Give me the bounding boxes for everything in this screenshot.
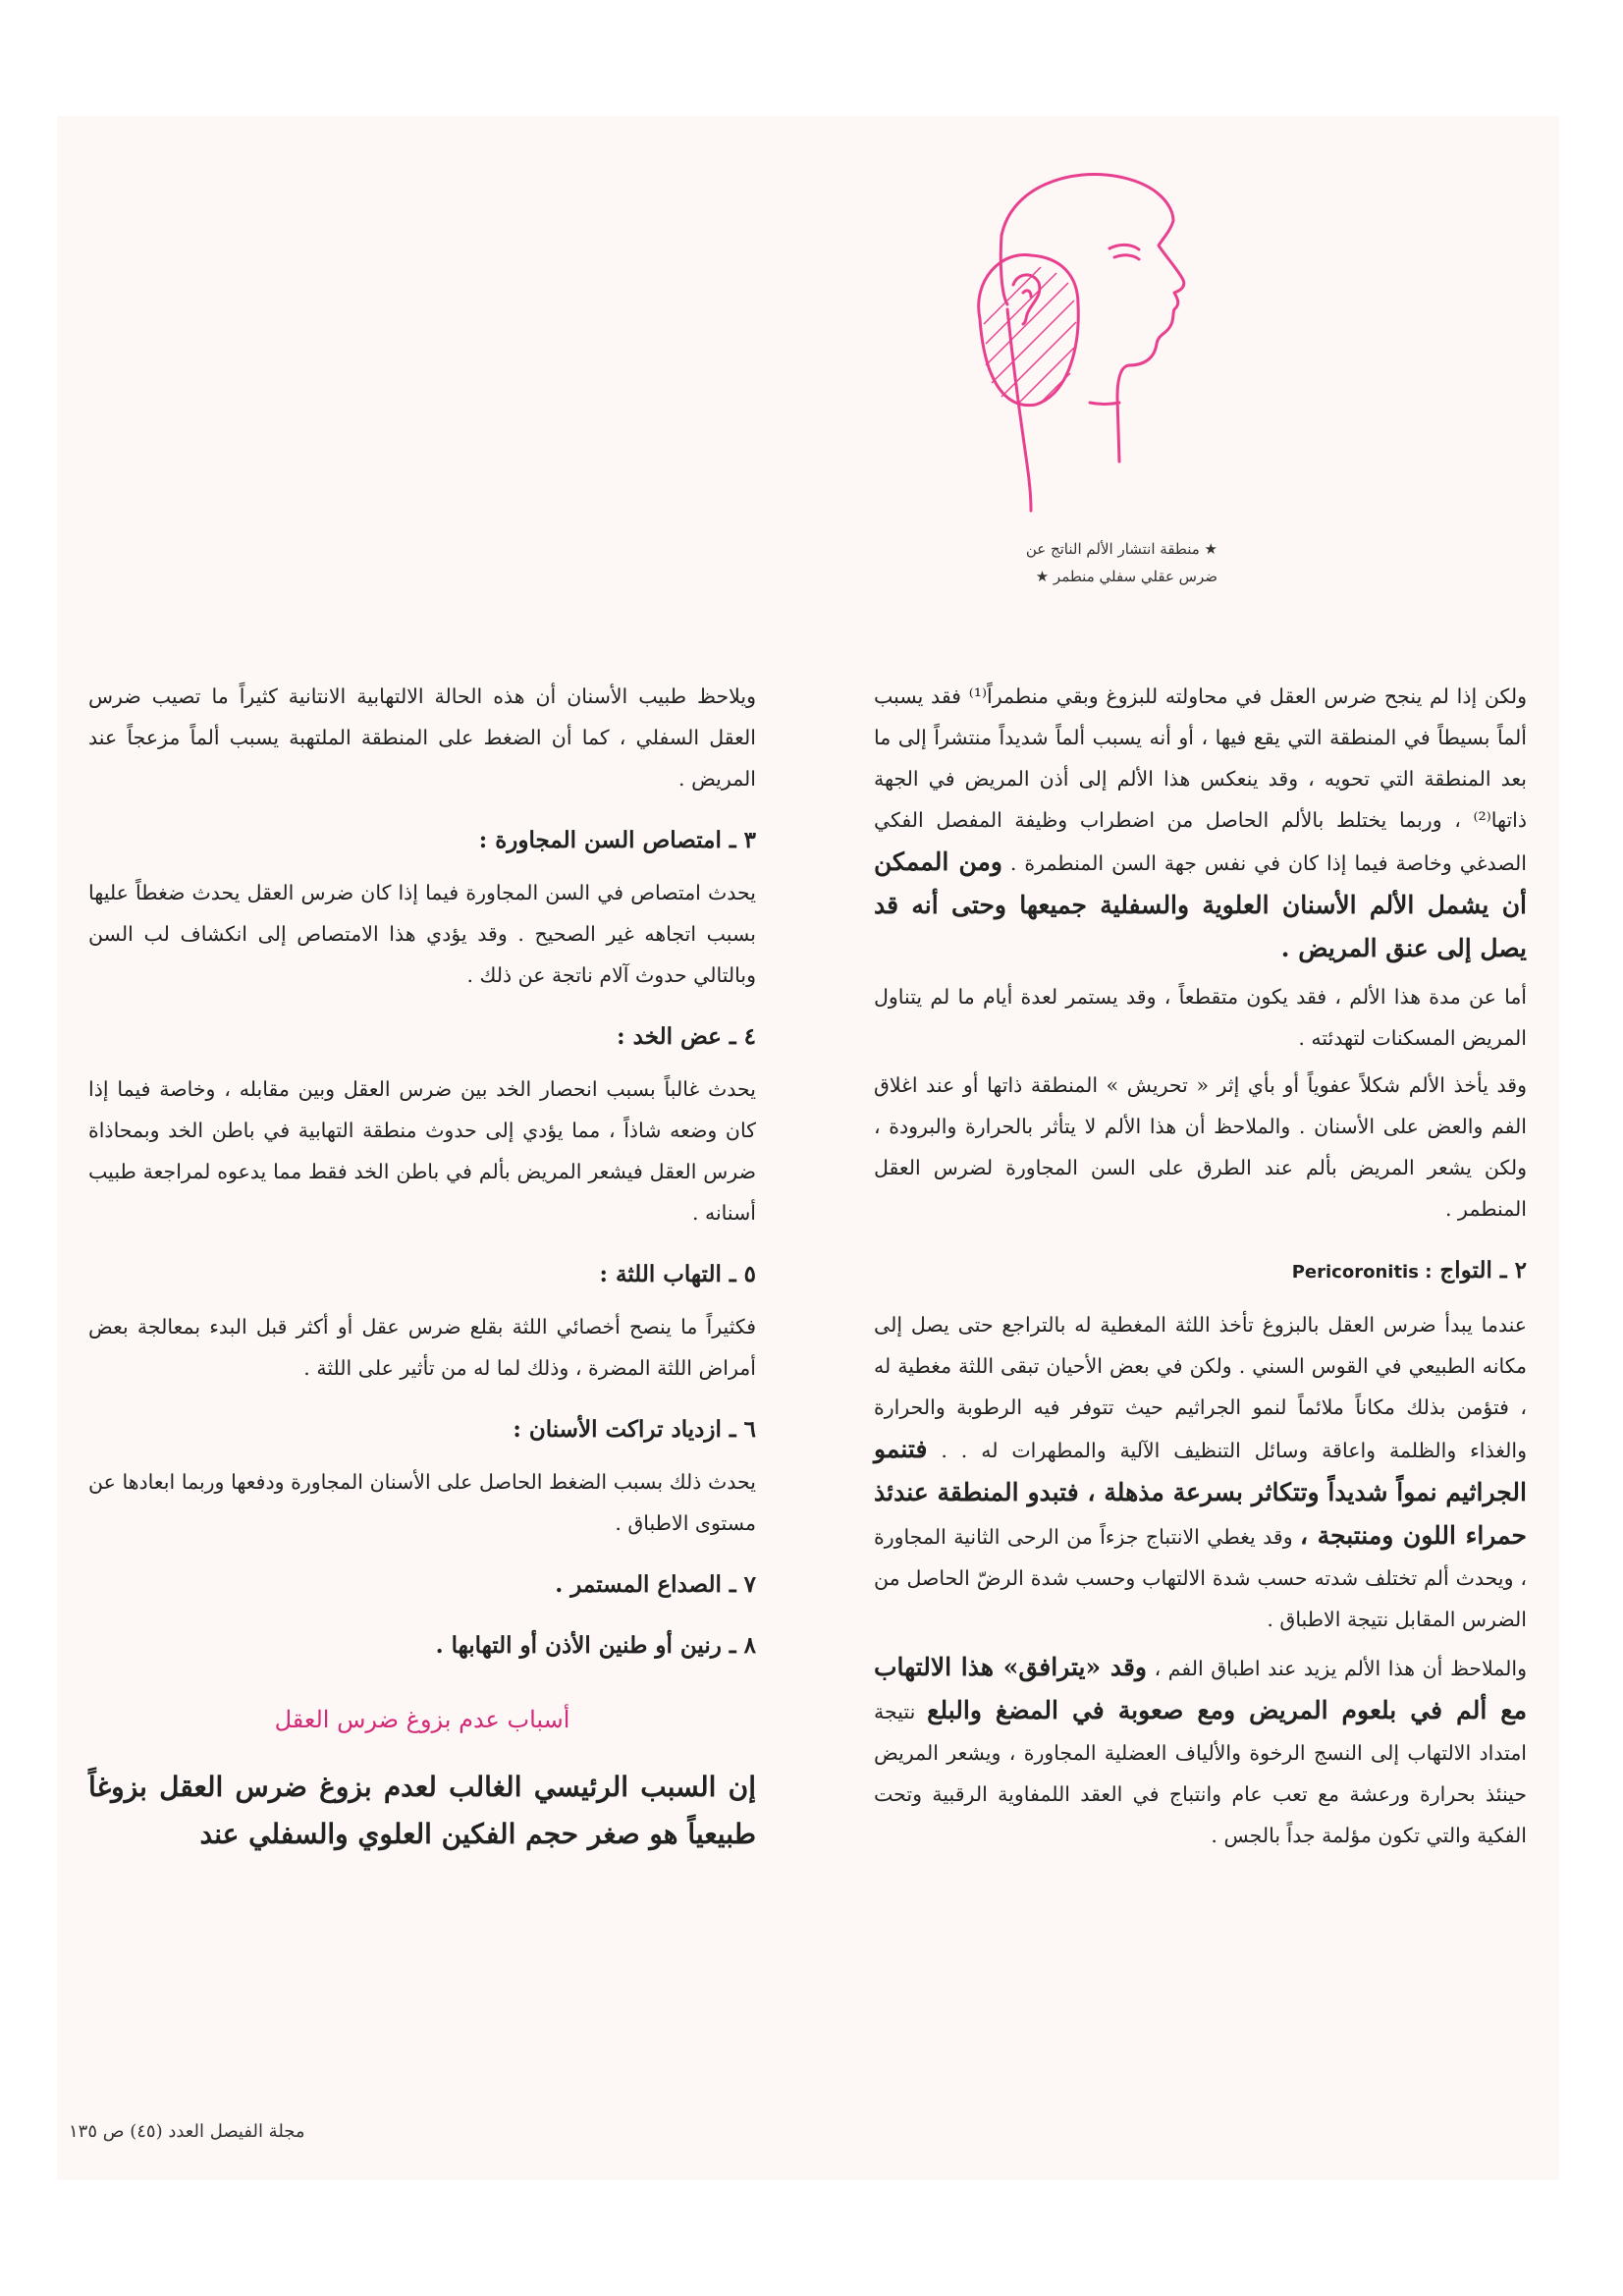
paragraph: يحدث غالباً بسبب انحصار الخد بين ضرس العقل وبين مقابله ، وخاصة فيما إذا كان وضعه شاذاً ، مما يؤدي إلى حدوث منطقة التهابية في باطن الخد وبمحاذاة ضرس العقل فيشعر المريض بألم في باطن الخد فقط مما يدعوه لمراجعة طبيب أسنانه . (88, 1077, 756, 1225)
bold-sentence: ومن الممكن أن يشمل الألم الأسنان العلوية والسفلية جميعها وحتى أنه قد يصل إلى عنق المريض . (874, 847, 1527, 962)
left-column (88, 676, 756, 1864)
bold-sentence: فتنمو الجراثيم نمواً شديداً وتتكاثر بسرعة مذهلة ، فتبدو المنطقة عندئذ حمراء اللون ومنتبجة ، (874, 1435, 1527, 1550)
caption-line-1: ★ منطقة انتشار الألم الناتج عن (1025, 540, 1217, 558)
right-column (874, 676, 1527, 1862)
section-heading-2: ٢ ـ التواج Pericoronitis : (1291, 1257, 1527, 1284)
page-footer: مجلة الفيصل العدد (٤٥) ص ١٣٥ (69, 2121, 305, 2142)
paragraph: عندما يبدأ ضرس العقل بالبزوغ تأخذ اللثة المغطية له بالتراجع حتى يصل إلى مكانه الطبيعي في القوس السني . ولكن في بعض الأحيان تبقى اللثة مغطية له ، فتؤمن بذلك مكاناً ملائماً لنمو الجراثيم حيث تتوفر فيه الرطوبة والحرارة والغذاء والظلمة واعاقة وسائل التنظيف الآلية والمطهرات له . . فتنمو الجراثيم نمواً شديداً وتتكاثر بسرعة مذهلة ، فتبدو المنطقة عندئذ حمراء اللون ومنتبجة ، وقد يغطي الانتباج جزءاً من الرحى الثانية المجاورة ، ويحدث ألم تختلف شدته حسب شدة الالتهاب وحسب شدة الرضّ الحاصل من الضرس المقابل نتيجة الاطباق . (874, 1313, 1527, 1631)
section-heading-5: ٥ ـ التهاب اللثة : (599, 1261, 756, 1287)
bold-sentence: وقد «يترافق» هذا الالتهاب مع ألم في بلعوم المريض ومع صعوبة في المضغ والبلع (874, 1653, 1527, 1724)
paragraph: فكثيراً ما ينصح أخصائي اللثة بقلع ضرس عقل أو أكثر قبل البدء بمعالجة بعض أمراض اللثة المضرة ، وذلك لما له من تأثير على اللثة . (88, 1315, 756, 1380)
lead-paragraph: إن السبب الرئيسي الغالب لعدم بزوغ ضرس العقل بزوغاً طبيعياً هو صغر حجم الفكين العلوي والسفلي عند (88, 1771, 756, 1850)
section-heading-6: ٦ ـ ازدياد تراكت الأسنان : (513, 1416, 756, 1443)
face-profile-illustration (962, 147, 1217, 520)
paragraph: ويلاحظ طبيب الأسنان أن هذه الحالة الالتهابية الانتانية كثيراً ما تصيب ضرس العقل السفلي ، كما أن الضغط على المنطقة الملتهبة يسبب ألماً مزعجاً عند المريض . (88, 684, 756, 791)
caption-line-2: ضرس عقلي سفلي منطمر ★ (1035, 568, 1217, 585)
section-heading-4: ٤ ـ عض الخد : (617, 1023, 756, 1050)
paragraph: ولكن إذا لم ينجح ضرس العقل في محاولته للبزوغ وبقي منطمراً⁽¹⁾ فقد يسبب ألماً بسيطاً في المنطقة التي يقع فيها ، أو أنه يسبب ألماً شديداً منتشراً إلى ما بعد المنطقة التي تحويه ، وقد ينعكس هذا الألم إلى أذن المريض في الجهة ذاتها⁽²⁾ ، وربما يختلط بالألم الحاصل من اضطراب وظيفة المفصل الفكي الصدغي وخاصة فيما إذا كان في نفس جهة السن المنطمرة . ومن الممكن أن يشمل الألم الأسنان العلوية والسفلية جميعها وحتى أنه قد يصل إلى عنق المريض . (874, 684, 1527, 962)
figure-caption (923, 535, 1217, 590)
subsection-title: أسباب عدم بزوغ ضرس العقل (274, 1706, 570, 1733)
paragraph: أما عن مدة هذا الألم ، فقد يكون متقطعاً ، وقد يستمر لعدة أيام ما لم يتناول المريض المسكنات لتهدئته . (874, 985, 1527, 1050)
paragraph: والملاحظ أن هذا الألم يزيد عند اطباق الفم ، وقد «يترافق» هذا الالتهاب مع ألم في بلعوم المريض ومع صعوبة في المضغ والبلع نتيجة امتداد الالتهاب إلى النسج الرخوة والألياف العضلية المجاورة ، ويشعر المريض حينئذ بحرارة ورعشة مع تعب عام وانتباج في العقد اللمفاوية الرقبية وتحت الفكية والتي تكون مؤلمة جداً بالجس . (874, 1653, 1527, 1847)
paragraph: يحدث ذلك بسبب الضغط الحاصل على الأسنان المجاورة ودفعها وربما ابعادها عن مستوى الاطباق . (88, 1470, 756, 1535)
paragraph: وقد يأخذ الألم شكلاً عفوياً أو بأي إثر « تحريش » المنطقة ذاتها أو عند اغلاق الفم والعض على الأسنان . والملاحظ أن هذا الألم لا يتأثر بالحرارة والبرودة ، ولكن يشعر المريض بألم عند الطرق على السن المجاورة لضرس العقل المنطمر . (874, 1073, 1527, 1221)
section-heading-8: ٨ ـ رنين أو طنين الأذن أو التهابها . (435, 1632, 756, 1659)
paragraph: يحدث امتصاص في السن المجاورة فيما إذا كان ضرس العقل يحدث ضغطاً عليها بسبب اتجاهه غير الصحيح . وقد يؤدي هذا الامتصاص إلى انكشاف لب السن وبالتالي حدوث آلام ناتجة عن ذلك . (88, 881, 756, 987)
latin-term: Pericoronitis : (1291, 1262, 1433, 1283)
section-heading-7: ٧ ـ الصداع المستمر . (555, 1571, 756, 1598)
section-heading-3: ٣ ـ امتصاص السن المجاورة : (478, 827, 756, 853)
